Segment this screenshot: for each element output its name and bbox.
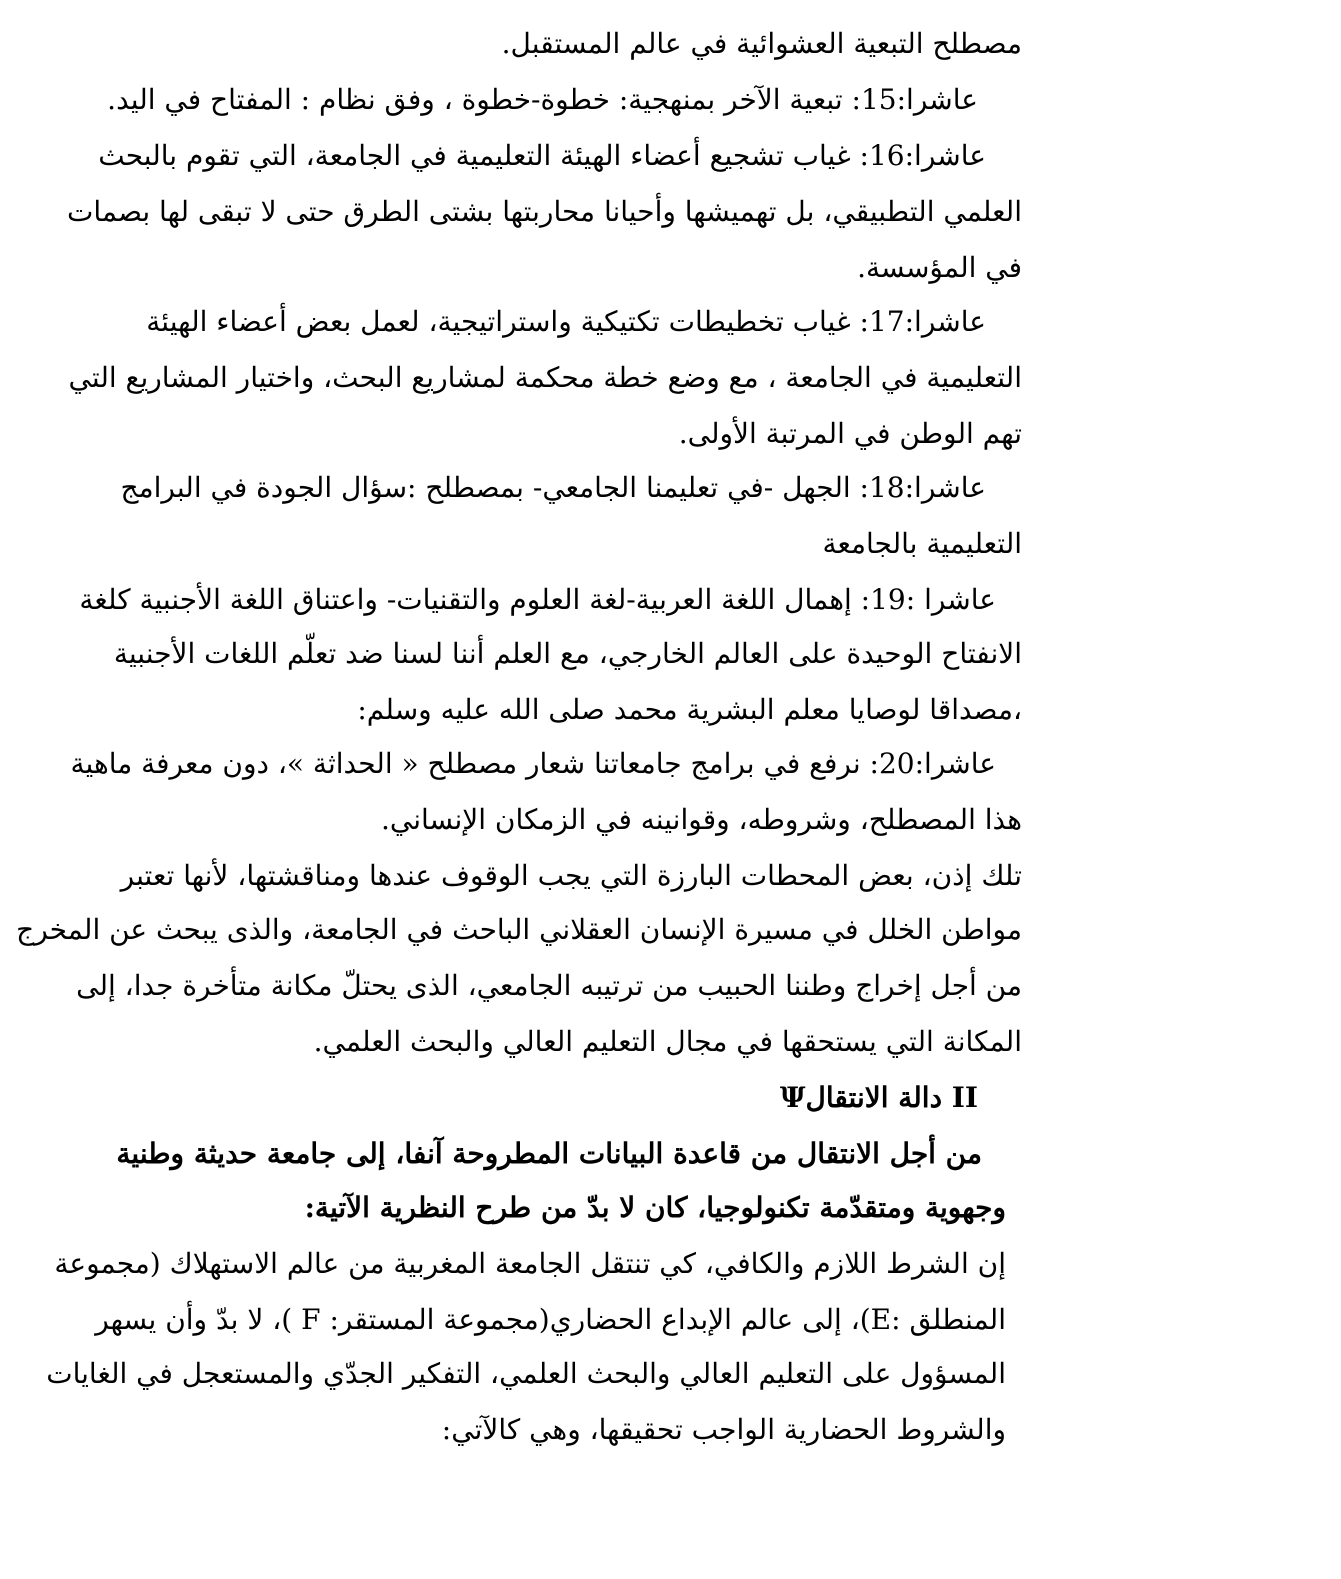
text-line: عاشرا:17: غياب تخطيطات تكتيكية واستراتيجية، لعمل بعض أعضاء الهيئة [146,305,986,338]
text-line: العلمي التطبيقي، بل تهميشها وأحيانا محاربتها بشتى الطرق حتى لا تبقى لها بصمات [67,195,1022,228]
text-line: في المؤسسة. [857,251,1022,284]
text-line: الانفتاح الوحيدة على العالم الخارجي، مع العلم أننا لسنا ضد تعلّم اللغات الأجنبية [113,637,1022,670]
text-line: مواطن الخلل في مسيرة الإنسان العقلاني الباحث في الجامعة، والذى يبحث عن المخرج [16,913,1022,946]
text-line: عاشرا:20: نرفع في برامج جامعاتنا شعار مصطلح « الحداثة »، دون معرفة ماهية [70,747,996,780]
text-line: التعليمية بالجامعة [822,527,1022,560]
text-line: وجهوية ومتقدّمة تكنولوجيا، كان لا بدّ من طرح النظرية الآتية: [304,1191,1006,1224]
text-line: تهم الوطن في المرتبة الأولى. [678,417,1022,450]
text-line: من أجل إخراج وطننا الحبيب من ترتيبه الجامعي، الذى يحتلّ مكانة متأخرة جدا، إلى [76,969,1022,1002]
text-line: عاشرا :19: إهمال اللغة العربية-لغة العلوم والتقنيات- واعتناق اللغة الأجنبية كلغة [79,583,996,616]
text-line: من أجل الانتقال من قاعدة البيانات المطروحة آنفا، إلى جامعة حديثة وطنية [116,1137,982,1170]
text-line: عاشرا:18: الجهل -في تعليمنا الجامعي- بمصطلح :سؤال الجودة في البرامج [120,471,986,504]
section-heading: II دالة الانتقالΨ [779,1081,978,1114]
text-line: هذا المصطلح، وشروطه، وقوانينه في الزمكان الإنساني. [380,803,1022,836]
text-line: ،مصداقا لوصايا معلم البشرية محمد صلى الله عليه وسلم: [357,693,1022,726]
text-line: مصطلح التبعية العشوائية في عالم المستقبل. [501,27,1022,60]
text-line: المسؤول على التعليم العالي والبحث العلمي، التفكير الجدّي والمستعجل في الغايات [46,1357,1006,1390]
text-line: عاشرا:15: تبعية الآخر بمنهجية: خطوة-خطوة ، وفق نظام : المفتاح في اليد. [107,83,978,116]
text-line: عاشرا:16: غياب تشجيع أعضاء الهيئة التعليمية في الجامعة، التي تقوم بالبحث [98,139,986,172]
text-line: والشروط الحضارية الواجب تحقيقها، وهي كالآتي: [441,1413,1006,1446]
text-line: المنطلق :E)، إلى عالم الإبداع الحضاري(مجموعة المستقر: F )، لا بدّ وأن يسهر [95,1303,1006,1336]
text-line: التعليمية في الجامعة ، مع وضع خطة محكمة لمشاريع البحث، واختيار المشاريع التي [68,361,1022,394]
text-line: المكانة التي يستحقها في مجال التعليم العالي والبحث العلمي. [313,1025,1022,1058]
text-line: إن الشرط اللازم والكافي، كي تنتقل الجامعة المغربية من عالم الاستهلاك (مجموعة [54,1247,1006,1280]
text-line: تلك إذن، بعض المحطات البارزة التي يجب الوقوف عندها ومناقشتها، لأنها تعتبر [120,859,1022,892]
